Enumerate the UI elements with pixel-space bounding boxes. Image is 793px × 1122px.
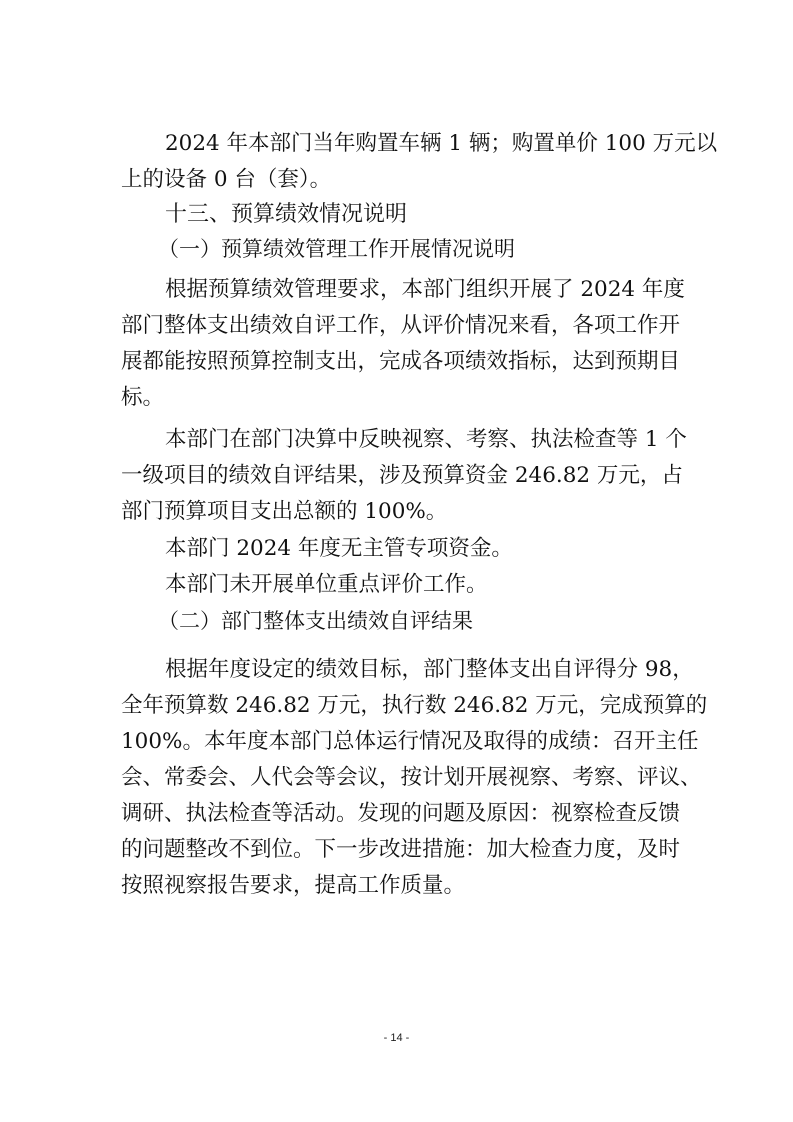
paragraph-results-line-4: 会、常委会、人代会等会议，按计划开展视察、考察、评议、: [121, 765, 702, 790]
paragraph-key-evaluation: 本部门未开展单位重点评价工作。: [165, 572, 488, 597]
paragraph-results-line-2: 全年预算数 246.82 万元，执行数 246.82 万元，完成预算的: [121, 693, 708, 718]
paragraph-projects-line-3: 部门预算项目支出总额的 100%。: [121, 499, 448, 524]
paragraph-special-funds: 本部门 2024 年度无主管专项资金。: [165, 536, 513, 561]
paragraph-results-line-1: 根据年度设定的绩效目标，部门整体支出自评得分 98，: [165, 657, 694, 682]
paragraph-projects-line-2: 一级项目的绩效自评结果，涉及预算资金 246.82 万元，占: [121, 463, 683, 488]
section-heading: 十三、预算绩效情况说明: [165, 202, 408, 227]
paragraph-evaluation-line-4: 标。: [121, 385, 165, 410]
paragraph-evaluation-line-1: 根据预算绩效管理要求，本部门组织开展了 2024 年度: [165, 277, 685, 302]
paragraph-evaluation-line-3: 展都能按照预算控制支出，完成各项绩效指标，达到预期目: [121, 349, 681, 374]
paragraph-results-line-5: 调研、执法检查等活动。发现的问题及原因：视察检查反馈: [121, 801, 681, 826]
paragraph-vehicle-purchase-line-1: 2024 年本部门当年购置车辆 1 辆；购置单价 100 万元以: [165, 131, 718, 156]
subheading-results: （二）部门整体支出绩效自评结果: [158, 609, 473, 633]
paragraph-evaluation-line-2: 部门整体支出绩效自评工作，从评价情况来看，各项工作开: [121, 313, 681, 338]
subheading-management: （一）预算绩效管理工作开展情况说明: [158, 237, 515, 261]
paragraph-vehicle-purchase-line-2: 上的设备 0 台（套）。: [121, 167, 332, 192]
paragraph-results-line-3: 100%。本年度本部门总体运行情况及取得的成绩：召开主任: [121, 729, 699, 754]
page-number: - 14 -: [383, 1032, 410, 1044]
paragraph-results-line-6: 的问题整改不到位。下一步改进措施：加大检查力度，及时: [121, 837, 681, 862]
paragraph-results-line-7: 按照视察报告要求，提高工作质量。: [121, 873, 466, 898]
paragraph-projects-line-1: 本部门在部门决算中反映视察、考察、执法检查等 1 个: [165, 427, 687, 452]
